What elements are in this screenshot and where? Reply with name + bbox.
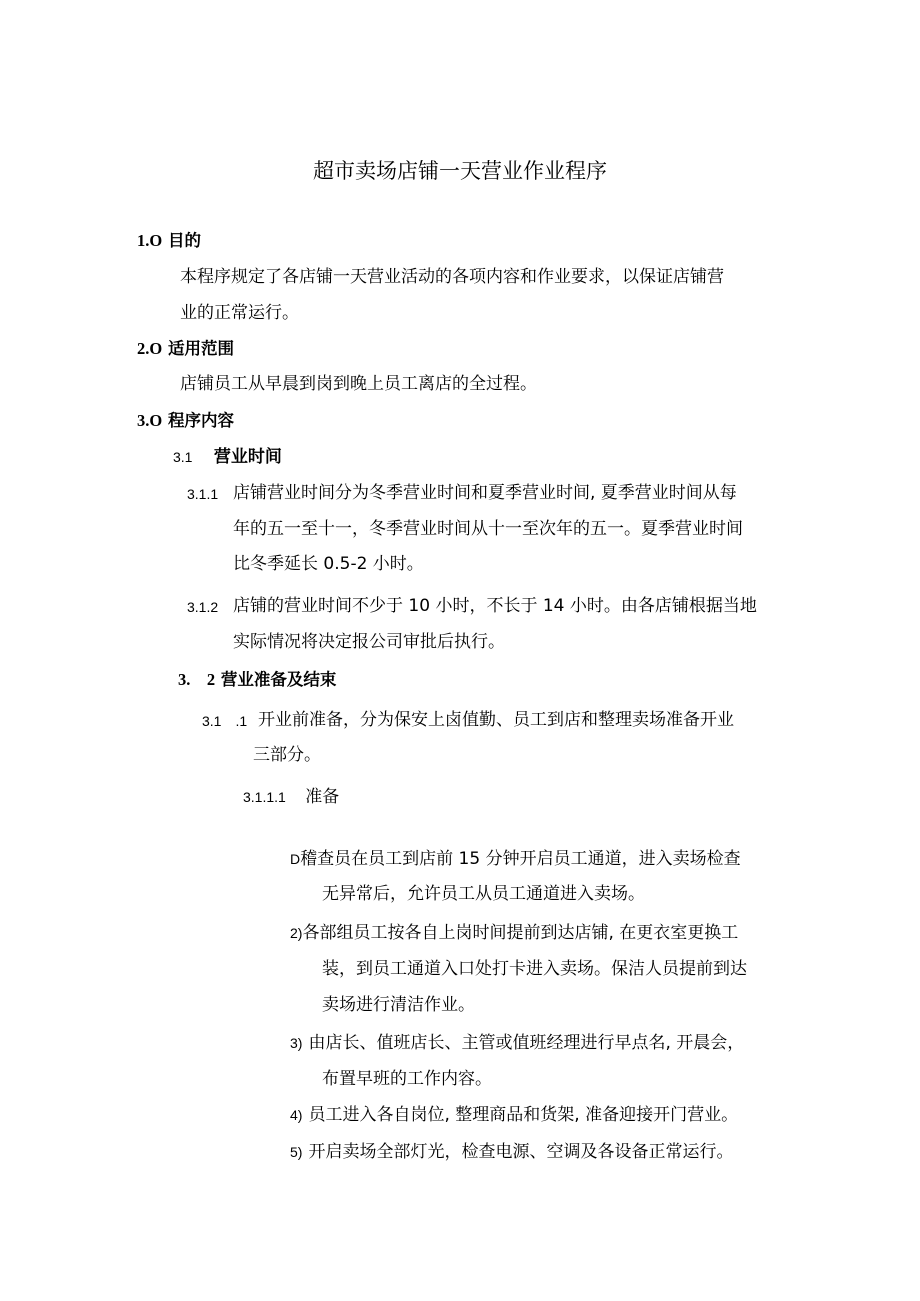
section-number: 2.O <box>137 339 163 358</box>
paragraph-line: 三部分。 <box>253 745 321 765</box>
clause-number: 3.1.1 <box>187 486 219 502</box>
section-heading-scope <box>137 338 234 360</box>
list-item-text: 员工进入各自岗位, 整理商品和货架, 准备迎接开门营业。 <box>308 1105 739 1125</box>
section-number: 1.O <box>137 231 163 250</box>
list-item-text: 各部组员工按各自上岗时间提前到达店铺, 在更衣室更换工 <box>302 923 739 943</box>
list-marker: 3) <box>290 1035 303 1051</box>
paragraph-line: 比冬季延长 0.5-2 小时。 <box>233 554 424 574</box>
list-item <box>290 1032 744 1054</box>
paragraph-line: 实际情况将决定报公司审批后执行。 <box>233 632 505 652</box>
list-item <box>290 922 738 944</box>
section-title: 目的 <box>167 231 201 250</box>
list-item-continuation: 卖场进行清洁作业。 <box>322 995 475 1015</box>
clause-number: 3.1 .1 <box>202 713 248 729</box>
list-item-continuation: 布置早班的工作内容。 <box>322 1069 492 1089</box>
paragraph-line: 店铺营业时间分为冬季营业时间和夏季营业时间, 夏季营业时间从每 <box>233 483 737 503</box>
paragraph-line: 店铺的营业时间不少于 10 小时，不长于 14 小时。由各店铺根据当地 <box>233 596 757 616</box>
paragraph-line: 店铺员工从早晨到岗到晚上员工离店的全过程。 <box>180 374 537 394</box>
clause-heading-prepare <box>243 786 339 808</box>
section-title: 程序内容 <box>167 411 234 430</box>
list-item-continuation: 无异常后，允许员工从员工通道进入卖场。 <box>322 884 645 904</box>
page-title: 超市卖场店铺一天营业作业程序 <box>313 159 607 183</box>
list-marker: 4) <box>290 1107 303 1123</box>
paragraph-line: 业的正常运行。 <box>180 303 299 323</box>
list-item-text: 由店长、值班店长、主管或值班经理进行早点名, 开晨会， <box>308 1033 745 1053</box>
list-marker: D <box>290 851 301 867</box>
clause-number: 3.1.2 <box>187 599 219 615</box>
subsection-number: 3.1 <box>173 449 193 465</box>
subsection-heading-preparation <box>178 669 336 691</box>
subsection-heading-hours <box>173 446 282 468</box>
clause-title: 准备 <box>305 787 340 807</box>
subsection-title: 营业时间 <box>213 447 282 467</box>
paragraph-line: 年的五一至十一，冬季营业时间从十一至次年的五一。夏季营业时间 <box>233 519 743 539</box>
paragraph-line: 本程序规定了各店铺一天营业活动的各项内容和作业要求，以保证店铺营 <box>180 267 724 287</box>
subsection-title: 营业准备及结束 <box>220 670 337 689</box>
subsection-number: 3. 2 <box>178 670 216 689</box>
list-item <box>290 1104 738 1126</box>
list-marker: 2) <box>290 925 303 941</box>
list-item-continuation: 装，到员工通道入口处打卡进入卖场。保洁人员提前到达 <box>322 959 747 979</box>
list-item-text: 稽查员在员工到店前 15 分钟开启员工通道，进入卖场检查 <box>300 849 741 869</box>
list-marker: 5) <box>290 1144 303 1160</box>
list-item-text: 开启卖场全部灯光，检查电源、空调及各设备正常运行。 <box>308 1142 734 1162</box>
paragraph-line: 开业前准备，分为保安上卤值勤、员工到店和整理卖场准备开业 <box>258 710 734 730</box>
section-number: 3.O <box>137 411 163 430</box>
list-item <box>290 1141 733 1163</box>
clause-number: 3.1.1.1 <box>243 789 286 805</box>
list-item <box>290 848 741 870</box>
section-heading-purpose <box>137 230 201 252</box>
section-heading-procedure <box>137 410 234 432</box>
section-title: 适用范围 <box>167 339 234 358</box>
